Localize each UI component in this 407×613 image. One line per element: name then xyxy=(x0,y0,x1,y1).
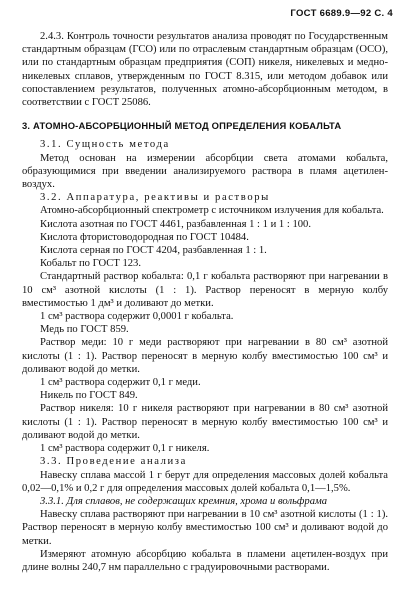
paragraph-cobalt: Кобальт по ГОСТ 123. xyxy=(40,258,141,270)
paragraph-sample-dissolution: Навеску сплава растворяют при нагревании в 10 см³ азотной кислоты (1 : 1). Раствор переносят в мерную колбу вместимостью 100 см³ и доливают водой до метки. xyxy=(22,509,388,547)
paragraph-hydrofluoric-acid: Кислота фтористоводородная по ГОСТ 10484. xyxy=(40,231,249,243)
paragraph-measurement: Измеряют атомную абсорбцию кобальта в пламени ацетилен-воздух при длине волны 240,7 нм параллельно с градуировочными растворами. xyxy=(22,548,388,573)
paragraph-nitric-acid: Кислота азотная по ГОСТ 4461, разбавленная 1 : 1 и 1 : 100. xyxy=(40,218,311,230)
paragraph-2-4-3: 2.4.3. Контроль точности результатов анализа проводят по Государственным стандартным образцам (ГСО) или по отраслевым стандартным образцам (ОСО), или по стандартным образцам предприятия (СОП) никеля, никелевых и медно-никелевых сплавов, утвержденным по ГОСТ 8.315, или методом добавок или сопоставлением результатов, полученных атомно-абсорбционным методом, в соответствии с ГОСТ 25086. xyxy=(22,31,388,109)
paragraph-method-principle: Метод основан на измерении абсорбции света атомами кобальта, образующимися при введении анализируемого раствора в пламя ацетилен-воздух. xyxy=(22,152,388,191)
paragraph-nickel: Никель по ГОСТ 849. xyxy=(40,390,138,402)
subsection-3-2-heading: 3.2. Аппаратура, реактивы и растворы xyxy=(40,192,270,204)
paragraph-nickel-concentration: 1 см³ раствора содержит 0,1 г никеля. xyxy=(40,443,210,455)
paragraph-nickel-solution: Раствор никеля: 10 г никеля растворяют при нагревании в 80 см³ азотной кислоты (1 : 1). Раствор переносят в мерную колбу вместимостью 100 см³ и доливают водой до метки. xyxy=(22,403,388,441)
document-body xyxy=(22,30,388,574)
paragraph-copper-solution: Раствор меди: 10 г меди растворяют при нагревании в 80 см³ азотной кислоты (1 : 1). Раствор переносят в мерную колбу вместимостью 100 см³ и доливают водой до метки. xyxy=(22,337,388,375)
paragraph-cobalt-standard-solution: Стандартный раствор кобальта: 0,1 г кобальта растворяют при нагревании в 10 см³ азотной кислоты (1 : 1). Раствор переносят в мерную колбу вместимостью 1 дм³ и доливают до метки. xyxy=(22,271,388,309)
paragraph-spectrometer: Атомно-абсорбционный спектрометр с источником излучения для кобальта. xyxy=(40,205,384,217)
paragraph-copper-concentration: 1 см³ раствора содержит 0,1 г меди. xyxy=(40,377,201,389)
paragraph-cobalt-concentration: 1 см³ раствора содержит 0,0001 г кобальта. xyxy=(40,311,234,323)
subsection-3-3-1-heading: 3.3.1. Для сплавов, не содержащих кремния, хрома и вольфрама xyxy=(40,495,328,507)
paragraph-sulfuric-acid: Кислота серная по ГОСТ 4204, разбавленная 1 : 1. xyxy=(40,245,267,257)
page-header: ГОСТ 6689.9—92 С. 4 xyxy=(290,8,393,19)
paragraph-copper: Медь по ГОСТ 859. xyxy=(40,324,129,336)
paragraph-sample-mass: Навеску сплава массой 1 г берут для определения массовых долей кобальта 0,02—0,1% и 0,2 г для определения массовых долей кобальта 0,1—1,5%. xyxy=(22,469,388,494)
subsection-3-1-heading: 3.1. Сущность метода xyxy=(40,139,170,151)
subsection-3-3-heading: 3.3. Проведение анализа xyxy=(40,456,187,468)
section-title-3: 3. АТОМНО-АБСОРБЦИОННЫЙ МЕТОД ОПРЕДЕЛЕНИЯ КОБАЛЬТА xyxy=(22,120,342,132)
